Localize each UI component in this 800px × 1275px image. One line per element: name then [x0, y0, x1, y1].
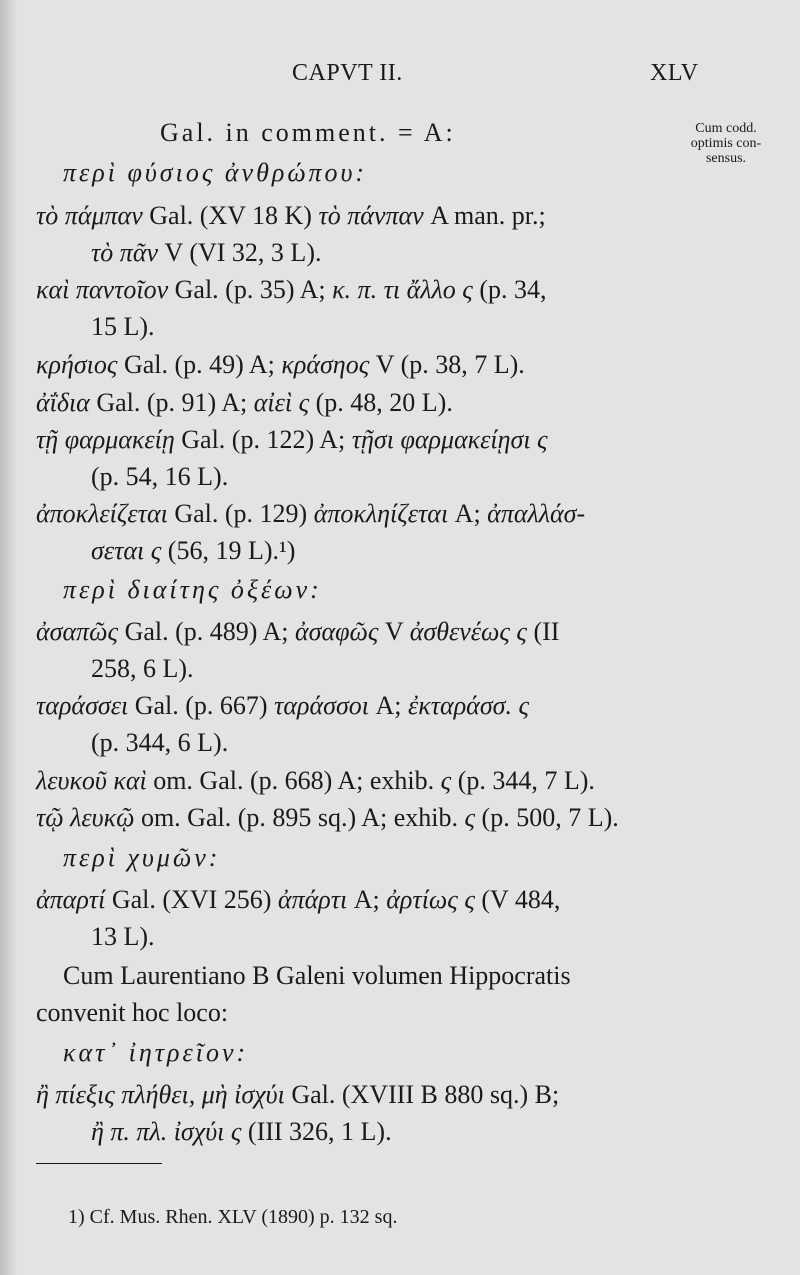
greek-text: κ. π. τι ἄλλο ς	[332, 275, 473, 304]
margin-note	[666, 121, 786, 166]
greek-text: ἀπαρτί	[36, 885, 106, 914]
text-line	[91, 728, 228, 758]
latin-text: Gal. (p. 129)	[167, 499, 314, 528]
greek-text: λευκοῦ καὶ	[36, 766, 147, 795]
text-line	[36, 499, 585, 529]
latin-text: 13 L).	[91, 922, 155, 951]
latin-text: (p. 344, 7 L).	[451, 766, 595, 795]
latin-text: Gal. (XVIII B 880 sq.) B;	[284, 1080, 560, 1109]
latin-text: convenit hoc loco:	[36, 998, 229, 1027]
text-line	[36, 1080, 559, 1110]
text-line	[91, 922, 155, 952]
page-gutter-shadow	[0, 0, 18, 1275]
latin-text: V (VI 32, 3 L).	[158, 238, 322, 267]
latin-text: V	[378, 617, 410, 646]
latin-text: om. Gal. (p. 668) A; exhib.	[146, 766, 441, 795]
text-line	[91, 536, 295, 566]
greek-text: ἢ π. πλ. ἰσχύι ς	[91, 1117, 242, 1146]
greek-text: ἀσαφῶς	[294, 617, 379, 646]
text-line	[91, 1117, 392, 1147]
greek-text: ἀσαπῶς	[36, 617, 119, 646]
latin-text: A man. pr.;	[423, 201, 546, 230]
text-line	[91, 654, 194, 684]
greek-text: κράσηος	[281, 350, 370, 379]
text-line	[36, 275, 547, 305]
greek-text: ἀποκλείζεται	[36, 499, 168, 528]
latin-text: (p. 500, 7 L).	[475, 803, 619, 832]
latin-text: Gal. (XV 18 K)	[142, 201, 319, 230]
text-line	[63, 843, 220, 873]
latin-text: Gal. in comment. = A:	[160, 118, 456, 147]
text-line	[63, 158, 367, 188]
text-line	[36, 998, 228, 1028]
latin-text: A;	[347, 885, 387, 914]
latin-text: A;	[369, 691, 409, 720]
greek-text: ἐκταράσσ. ς	[408, 691, 530, 720]
greek-text: περὶ φύσιος ἀνθρώπου:	[63, 158, 368, 187]
latin-text: Gal. (p. 49) A;	[117, 350, 282, 379]
greek-text: περὶ διαίτης ὀξέων:	[63, 575, 322, 604]
greek-text: σεται ς	[91, 536, 162, 565]
text-line	[91, 312, 155, 342]
greek-text: ἀπάρτι	[277, 885, 348, 914]
text-line	[36, 617, 559, 647]
latin-text: 15 L).	[91, 312, 155, 341]
text-line	[36, 425, 548, 455]
latin-text: (II	[526, 617, 560, 646]
latin-text: Gal. (p. 35) A;	[168, 275, 333, 304]
greek-text: ἢ πίεξις πλήθει, μὴ ἰσχύι	[36, 1080, 285, 1109]
running-head-title: CAPVT II.	[292, 60, 403, 86]
text-line	[63, 575, 322, 605]
greek-text: ἀποκληίζεται	[313, 499, 449, 528]
greek-text: ς	[440, 766, 452, 795]
greek-text: τῷ λευκῷ	[36, 803, 135, 832]
latin-text: Gal. (p. 91) A;	[89, 388, 254, 417]
latin-text: (p. 344, 6 L).	[91, 728, 229, 757]
greek-text: κατ᾽ ἰητρεῖον:	[63, 1038, 249, 1067]
latin-text: (III 326, 1 L).	[241, 1117, 392, 1146]
footnote-rule	[36, 1163, 162, 1164]
latin-text: Gal. (p. 122) A;	[174, 425, 352, 454]
latin-text: Gal. (XVI 256)	[105, 885, 278, 914]
greek-text: τὸ πάνπαν	[318, 201, 424, 230]
greek-text: ς	[464, 803, 476, 832]
greek-text: περὶ χυμῶν:	[63, 843, 221, 872]
greek-text: ἀσθενέως ς	[409, 617, 527, 646]
greek-text: καὶ παντοῖον	[36, 275, 169, 304]
latin-text: (V 484,	[474, 885, 561, 914]
text-line	[36, 766, 595, 796]
latin-text: V (p. 38, 7 L).	[369, 350, 525, 379]
latin-text: (p. 48, 20 L).	[309, 388, 453, 417]
greek-text: ταράσσει	[36, 691, 129, 720]
greek-text: αἰεὶ ς	[253, 388, 310, 417]
text-line	[36, 885, 560, 915]
text-line	[36, 691, 529, 721]
greek-text: ἀΐδια	[36, 388, 90, 417]
greek-text: ἀρτίως ς	[386, 885, 475, 914]
greek-text: τῇσι φαρμακείῃσι ς	[351, 425, 548, 454]
text-line	[63, 961, 571, 991]
latin-text: (p. 34,	[472, 275, 547, 304]
footnote: 1) Cf. Mus. Rhen. XLV (1890) p. 132 sq.	[68, 1206, 398, 1228]
latin-text: 258, 6 L).	[91, 654, 194, 683]
text-line	[160, 118, 456, 148]
text-line	[36, 388, 453, 418]
greek-text: κρήσιος	[36, 350, 118, 379]
text-line	[36, 350, 525, 380]
page-number: XLV	[650, 60, 699, 86]
greek-text: τῇ φαρμακείῃ	[36, 425, 175, 454]
text-line	[91, 238, 321, 268]
margin-note-line: sensus.	[705, 151, 747, 166]
greek-text: τὸ πᾶν	[91, 238, 159, 267]
text-line	[63, 1038, 248, 1068]
text-line	[91, 462, 228, 492]
latin-text: (56, 19 L).¹)	[161, 536, 296, 565]
greek-text: ταράσσοι	[274, 691, 370, 720]
latin-text: Cum Laurentiano B Galeni volumen Hippocratis	[63, 961, 571, 990]
text-line	[36, 803, 619, 833]
latin-text: Gal. (p. 667)	[128, 691, 275, 720]
latin-text: A;	[448, 499, 488, 528]
latin-text: (p. 54, 16 L).	[91, 462, 229, 491]
latin-text: Gal. (p. 489) A;	[118, 617, 295, 646]
margin-note-line: optimis con-	[690, 136, 762, 151]
margin-note-line: Cum codd.	[695, 121, 757, 136]
greek-text: τὸ πάμπαν	[36, 201, 143, 230]
text-line	[36, 201, 546, 231]
greek-text: ἀπαλλάσ-	[487, 499, 586, 528]
latin-text: om. Gal. (p. 895 sq.) A; exhib.	[134, 803, 465, 832]
